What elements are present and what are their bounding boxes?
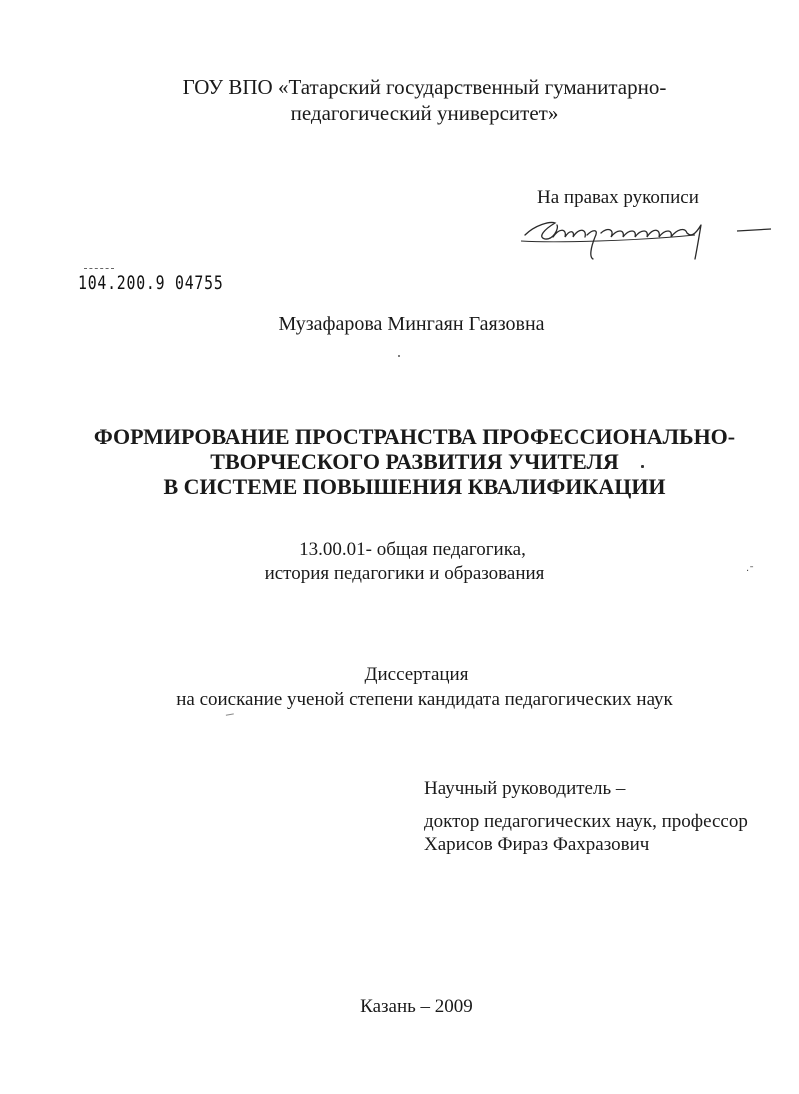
supervisor-name: Харисов Фираз Фахразович xyxy=(424,834,650,855)
dissertation-title xyxy=(0,424,799,499)
institution-name xyxy=(0,74,799,126)
supervisor-label: Научный руководитель – xyxy=(424,778,626,799)
institution-line-1: ГОУ ВПО «Татарский государственный гуманитарно- xyxy=(182,75,667,99)
specialty-line-1: 13.00.01- общая педагогика, xyxy=(299,539,526,560)
speck: ·ˉ xyxy=(746,566,755,577)
supervisor-degree: доктор педагогических наук, профессор xyxy=(424,811,748,832)
title-line-1: ФОРМИРОВАНИЕ ПРОСТРАНСТВА ПРОФЕССИОНАЛЬНО- xyxy=(93,424,736,449)
speck xyxy=(641,465,644,468)
speck xyxy=(226,713,234,717)
title-line-2: ТВОРЧЕСКОГО РАЗВИТИЯ УЧИТЕЛЯ xyxy=(210,449,619,474)
institution-line-2: педагогический университет» xyxy=(290,101,559,125)
specialty-code xyxy=(0,538,799,586)
title-line-3: В СИСТЕМЕ ПОВЫШЕНИЯ КВАЛИФИКАЦИИ xyxy=(163,474,666,499)
author-name: Музафарова Мингаян Гаязовна xyxy=(278,313,545,335)
degree-line-2: на соискание ученой степени кандидата педагогических наук xyxy=(176,689,673,710)
manuscript-rights-note: На правах рукописи xyxy=(537,187,699,208)
degree-line-1: Диссертация xyxy=(364,664,469,685)
specialty-line-2: история педагогики и образования xyxy=(264,563,545,584)
degree-statement xyxy=(0,662,799,712)
speck xyxy=(398,355,400,357)
city-year: Казань – 2009 xyxy=(360,996,473,1017)
handwritten-signature xyxy=(515,207,775,267)
registration-number: 104.200.9 04755 xyxy=(78,272,224,294)
